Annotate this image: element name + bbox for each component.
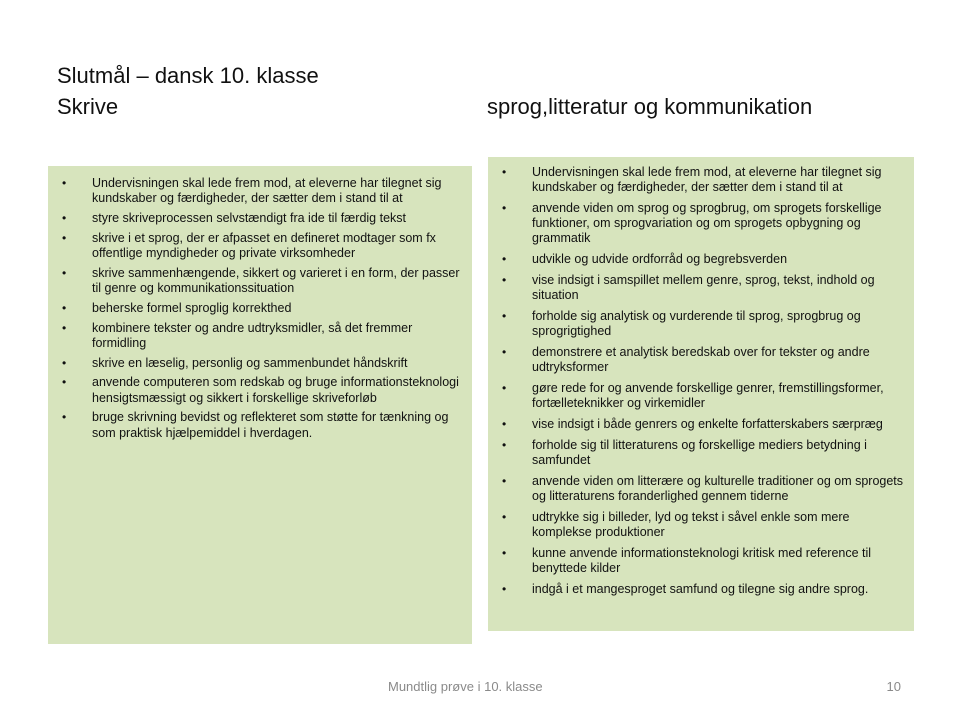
list-item: • anvende computeren som redskab og bruge informationsteknologi hensigtsmæssigt og sikkert i forskellige skriveforløb [62,375,462,405]
skrive-goals-list [62,176,462,441]
list-item: • forholde sig til litteraturens og forskellige mediers betydning i samfundet [502,438,908,468]
heading-skrive: Skrive [57,94,119,119]
list-item: • Undervisningen skal lede frem mod, at eleverne har tilegnet sig kundskaber og færdigheder, der sætter dem i stand til at [62,176,462,206]
list-item: • bruge skrivning bevidst og reflekteret som støtte for tænkning og som praktisk hjælpemiddel i hverdagen. [62,410,462,440]
list-item: • beherske formel sproglig korrekthed [62,301,462,316]
list-item: • gøre rede for og anvende forskellige genrer, fremstillingsformer, fortælleteknikker og virkemidler [502,381,908,411]
list-item: • indgå i et mangesproget samfund og tilegne sig andre sprog. [502,582,908,597]
list-item: • udvikle og udvide ordforråd og begrebsverden [502,252,908,267]
list-item: • vise indsigt i både genrers og enkelte forfatterskabers særpræg [502,417,908,432]
list-item: • skrive en læselig, personlig og sammenbundet håndskrift [62,356,462,371]
list-item: • kunne anvende informationsteknologi kritisk med reference til benyttede kilder [502,546,908,576]
footer-text: Mundtlig prøve i 10. klasse [388,679,543,694]
list-item: • udtrykke sig i billeder, lyd og tekst i såvel enkle som mere komplekse produktioner [502,510,908,540]
list-item: • anvende viden om sprog og sprogbrug, om sprogets forskellige funktioner, om sprogvariation og om sprogets opbygning og grammatik [502,201,908,247]
page-number: 10 [886,679,901,694]
sprog-litteratur-goals-list [502,165,908,597]
list-item: • demonstrere et analytisk beredskab over for tekster og andre udtryksformer [502,345,908,375]
list-item: • Undervisningen skal lede frem mod, at eleverne har tilegnet sig kundskaber og færdigheder, der sætter dem i stand til at [502,165,908,195]
slide-title-line2 [57,91,917,122]
heading-sprog-litteratur: sprog,litteratur og kommunikation [487,94,813,119]
slide-footer [0,679,960,701]
list-item: • vise indsigt i samspillet mellem genre, sprog, tekst, indhold og situation [502,273,908,303]
slide-title [57,60,917,122]
list-item: • kombinere tekster og andre udtryksmidler, så det fremmer formidling [62,321,462,351]
list-item: • styre skriveprocessen selvstændigt fra ide til færdig tekst [62,211,462,226]
list-item: • forholde sig analytisk og vurderende til sprog, sprogbrug og sprogrigtighed [502,309,908,339]
skrive-goals-panel [48,166,472,644]
list-item: • skrive i et sprog, der er afpasset en defineret modtager som fx offentlige myndigheder og private virksomheder [62,231,462,261]
sprog-litteratur-goals-panel [488,157,914,631]
list-item: • skrive sammenhængende, sikkert og varieret i en form, der passer til genre og kommunikationssituation [62,266,462,296]
slide-title-line1: Slutmål – dansk 10. klasse [57,63,319,88]
list-item: • anvende viden om litterære og kulturelle traditioner og om sprogets og litteraturens foranderlighed gennem tiderne [502,474,908,504]
